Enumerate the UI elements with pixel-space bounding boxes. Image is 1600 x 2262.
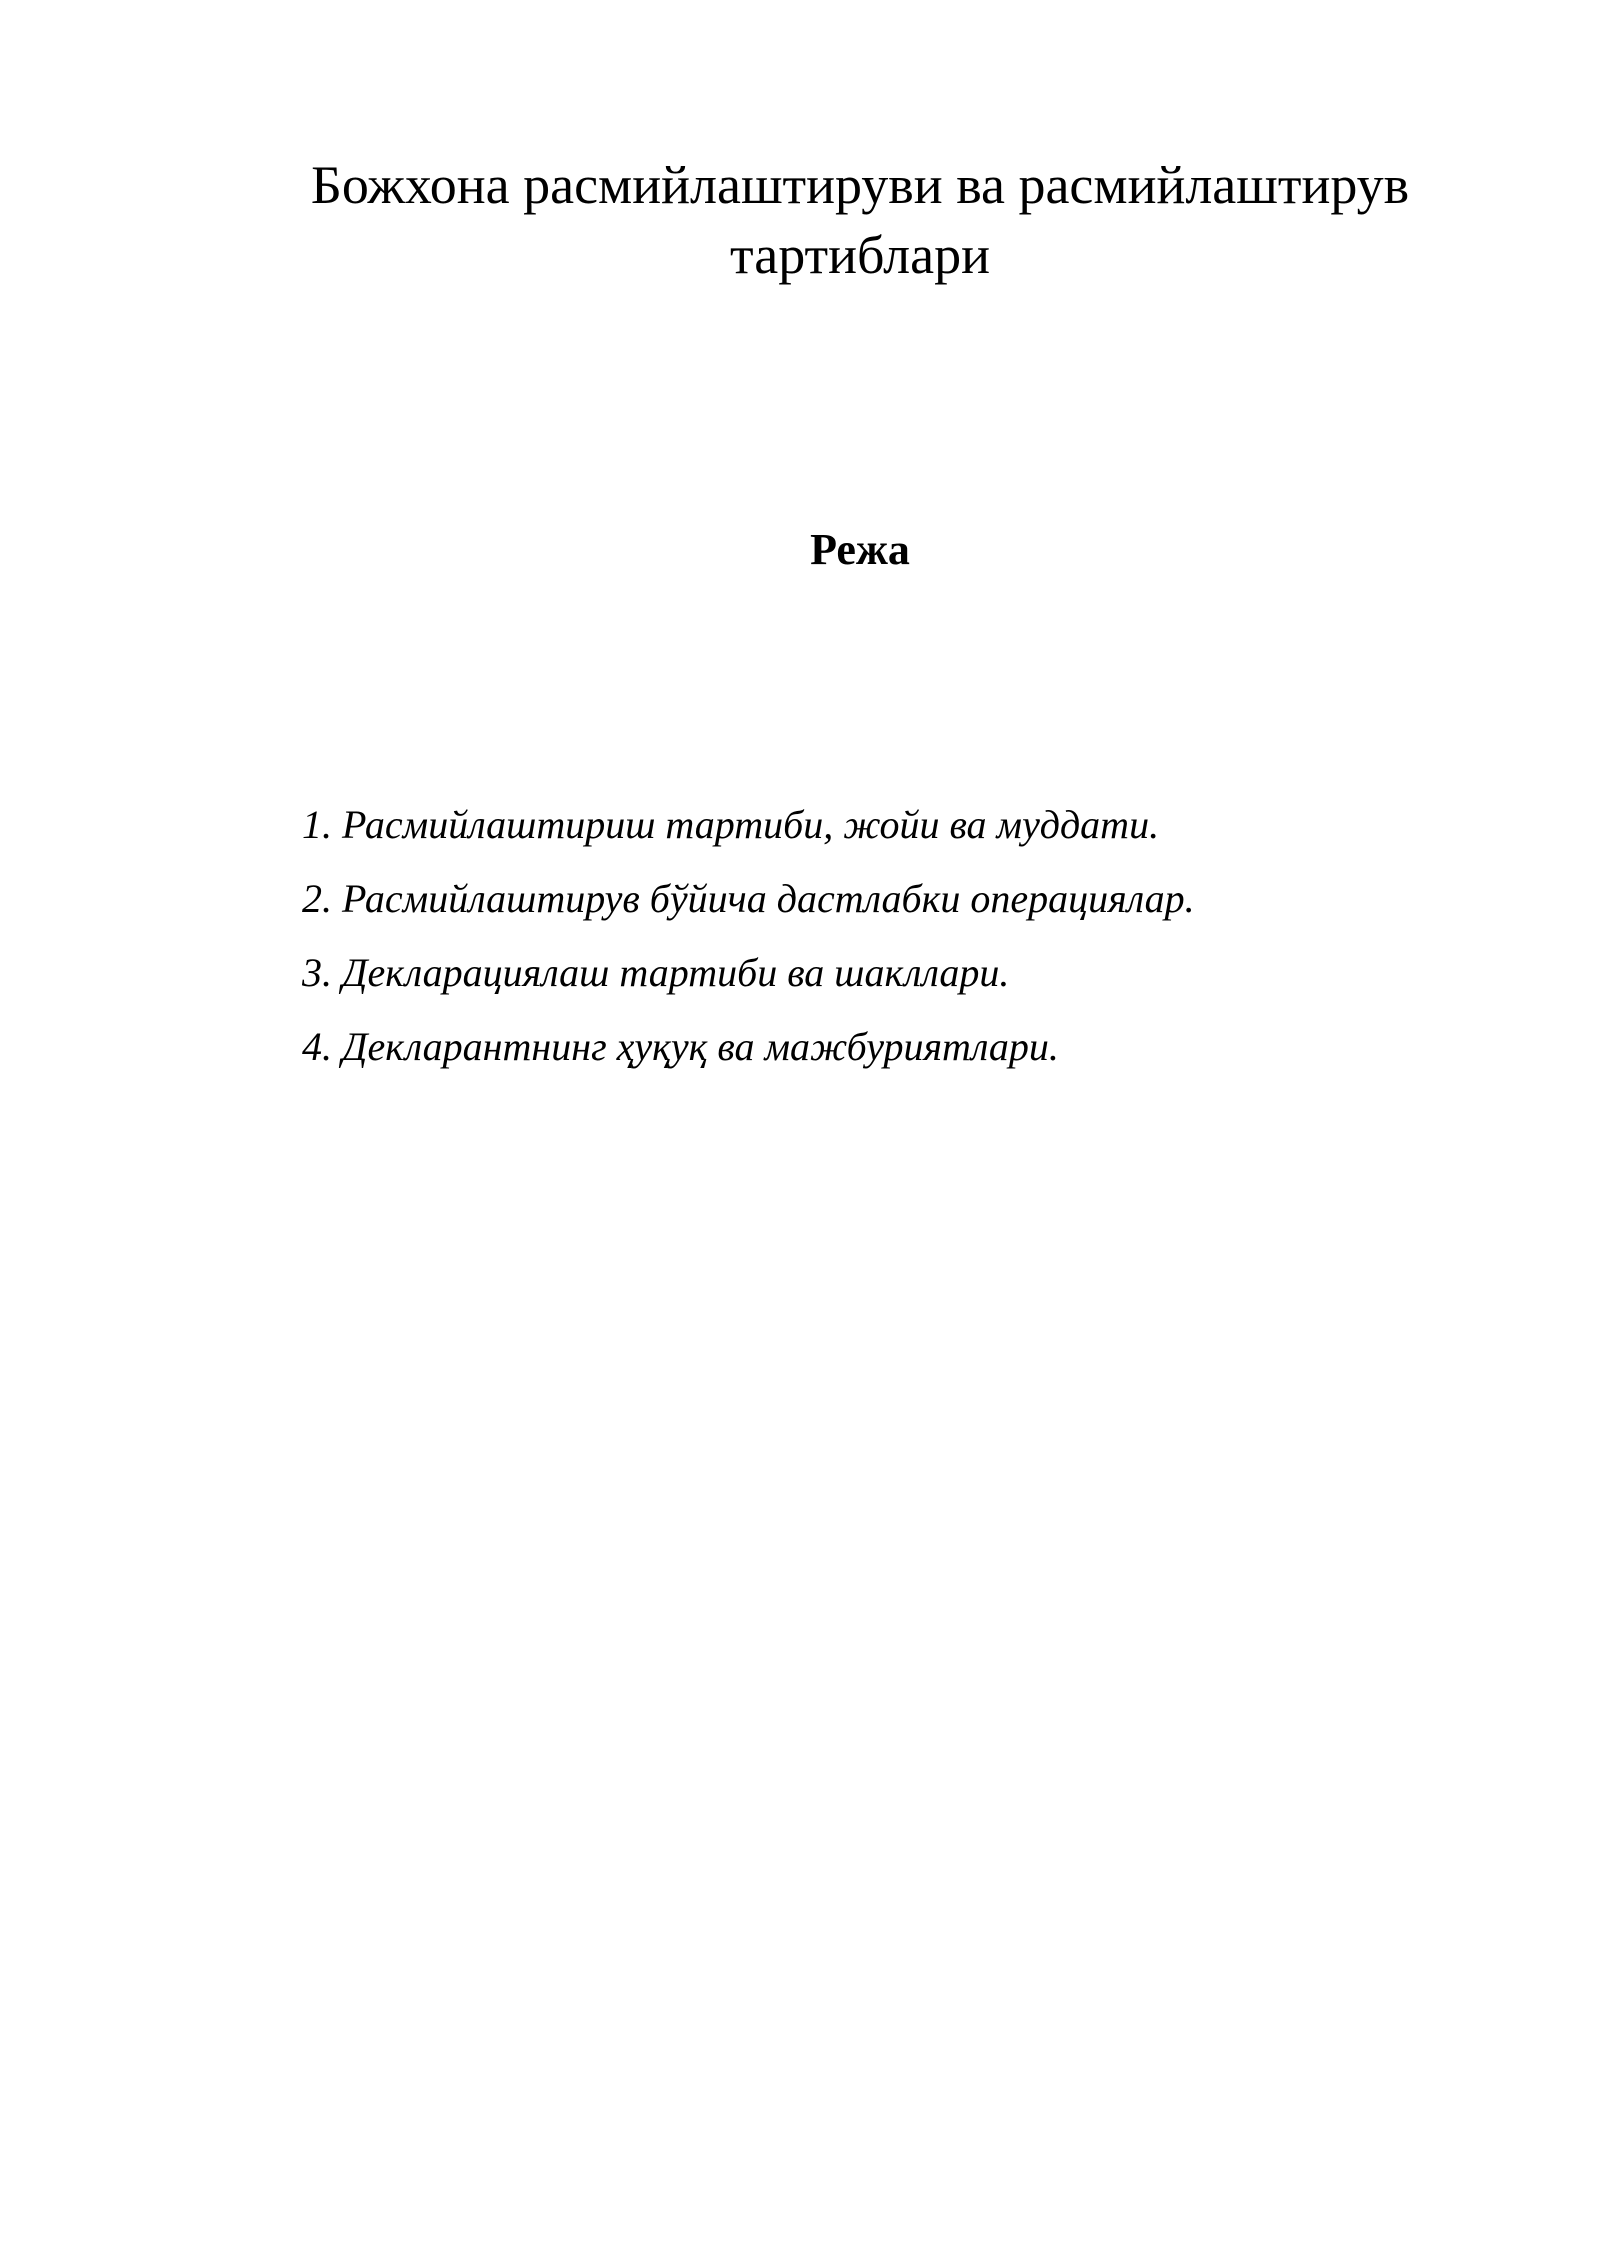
plan-item-2: 2. Расмийлаштирув бўйича дастлабки операциялар.: [302, 876, 1195, 921]
plan-list: [302, 800, 1195, 1096]
plan-item-3: 3. Декларациялаш тартиби ва шакллари.: [302, 950, 1010, 995]
document-title-line-1: Божхона расмийлаштируви ва расмийлаштирув: [310, 155, 1410, 215]
document-title: [240, 150, 1480, 290]
plan-heading: Режа: [810, 525, 910, 574]
plan-item-4: 4. Декларантнинг ҳуқуқ ва мажбуриятлари.: [302, 1024, 1059, 1069]
plan-item-1: 1. Расмийлаштириш тартиби, жойи ва муддати.: [302, 802, 1160, 847]
document-title-line-2: тартиблари: [730, 225, 990, 285]
